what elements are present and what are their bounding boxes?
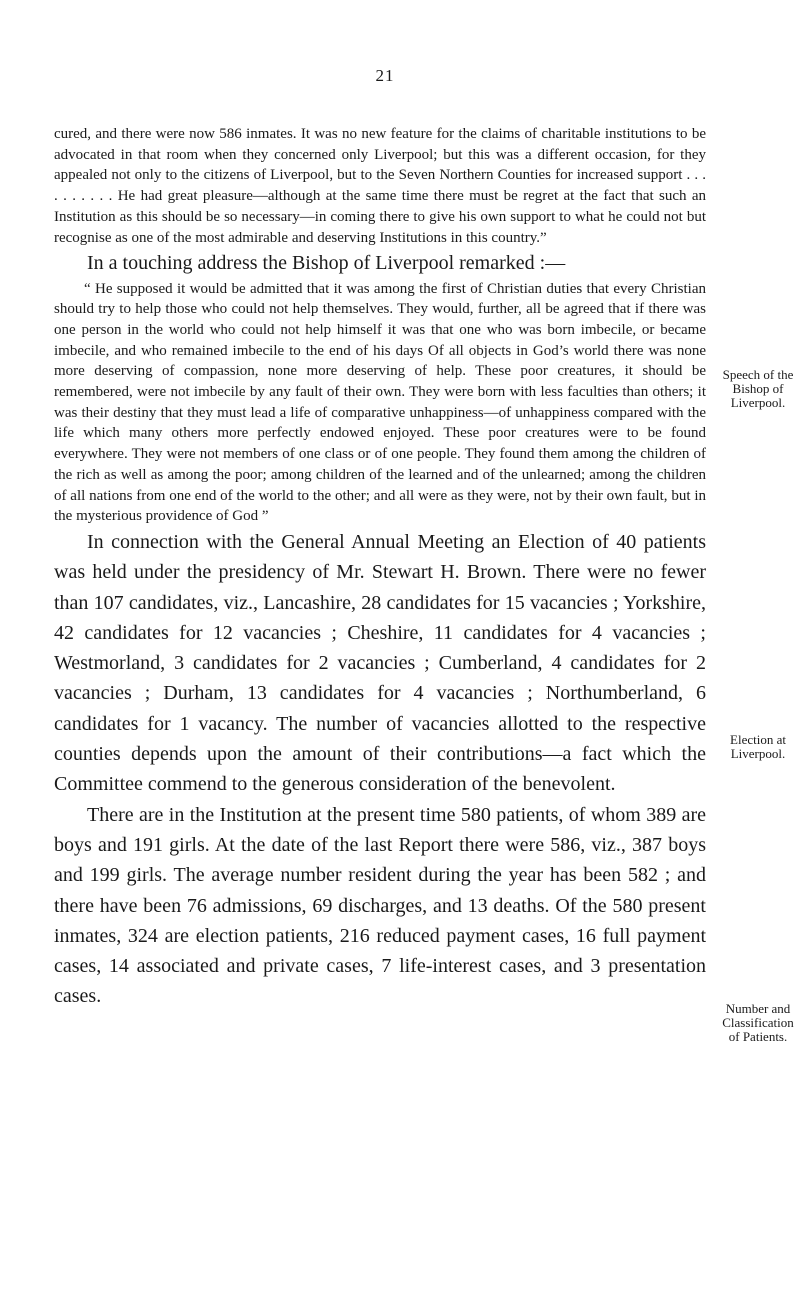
- margin-note-patients: Number and Classification of Patients.: [722, 1001, 794, 1044]
- bishop-intro-paragraph: In a touching address the Bishop of Liverpool remarked :—: [87, 252, 566, 275]
- margin-note-bishop-speech: Speech of the Bishop of Liverpool.: [722, 367, 794, 410]
- page-number: 21: [375, 66, 395, 85]
- margin-note-election: Election at Liverpool.: [730, 732, 786, 761]
- quote-paragraph-continued: cured, and there were now 586 inmates. It was no new feature for the claims of charitable institutions to be advocated in that room when they concerned only Liverpool; but this was a different occasion, for they appealed not only to the citizens of Liverpool, but to the Seven Northern Counties for increased support . . . . . . . . . . He had great pleasure—although at the same time there must be regret at the fact that such an Institution as this should be so necessary—in coming there to give his own support to what he could not but recognise as one of the most admirable and deserving Institutions in this country.”: [54, 126, 706, 246]
- election-paragraph: In connection with the General Annual Meeting an Election of 40 patients was held under the presidency of Mr. Stewart H. Brown. There were no fewer than 107 candidates, viz., Lancashire, 28 candidates for 15 vacancies ; Yorkshire, 42 candidates for 12 vacancies ; Cheshire, 11 candidates for 4 vacancies ; Westmorland, 3 candidates for 2 vacancies ; Cumberland, 4 candidates for 2 vacancies ; Durham, 13 candidates for 4 vacancies ; Northumberland, 6 candidates for 1 vacancy. The number of vacancies allotted to the respective counties depends upon the amount of their contributions—a fact which the Committee commend to the generous consideration of the benevolent.: [54, 530, 706, 796]
- bishop-speech-paragraph: “ He supposed it would be admitted that it was among the first of Christian duties that every Christian should try to help those who could not help themselves. They would, further, all be agreed that if there was one person in the world who could not help himself it was that one who was born imbecile, or became imbecile, and who remained imbecile to the end of his days Of all objects in God’s world there was none more deserving of compassion, none more deserving of help. These poor creatures, it should be remembered, were not imbecile by any fault of their own. They were born with less faculties than others; it was their destiny that they must lead a life of comparative unhappiness—of unhappiness compared with the life which many others more perfectly endowed enjoyed. These poor creatures were to be found everywhere. They were not members of one class or of one people. They found them among the children of the rich as well as among the poor; among children of the learned and of the unlearned; among the children of all nations from one end of the world to the other; and all were as they were, not by their own fault, but in the mysterious providence of God ”: [54, 280, 706, 525]
- body-text: [54, 124, 706, 1012]
- patients-paragraph: There are in the Institution at the present time 580 patients, of whom 389 are boys and 191 girls. At the date of the last Report there were 586, viz., 387 boys and 199 girls. The average number resident during the year has been 582 ; and there have been 76 admissions, 69 discharges, and 13 deaths. Of the 580 present inmates, 324 are election patients, 216 reduced payment cases, 16 full payment cases, 14 associated and private cases, 7 life-interest cases, and 3 presentation cases.: [54, 803, 706, 1008]
